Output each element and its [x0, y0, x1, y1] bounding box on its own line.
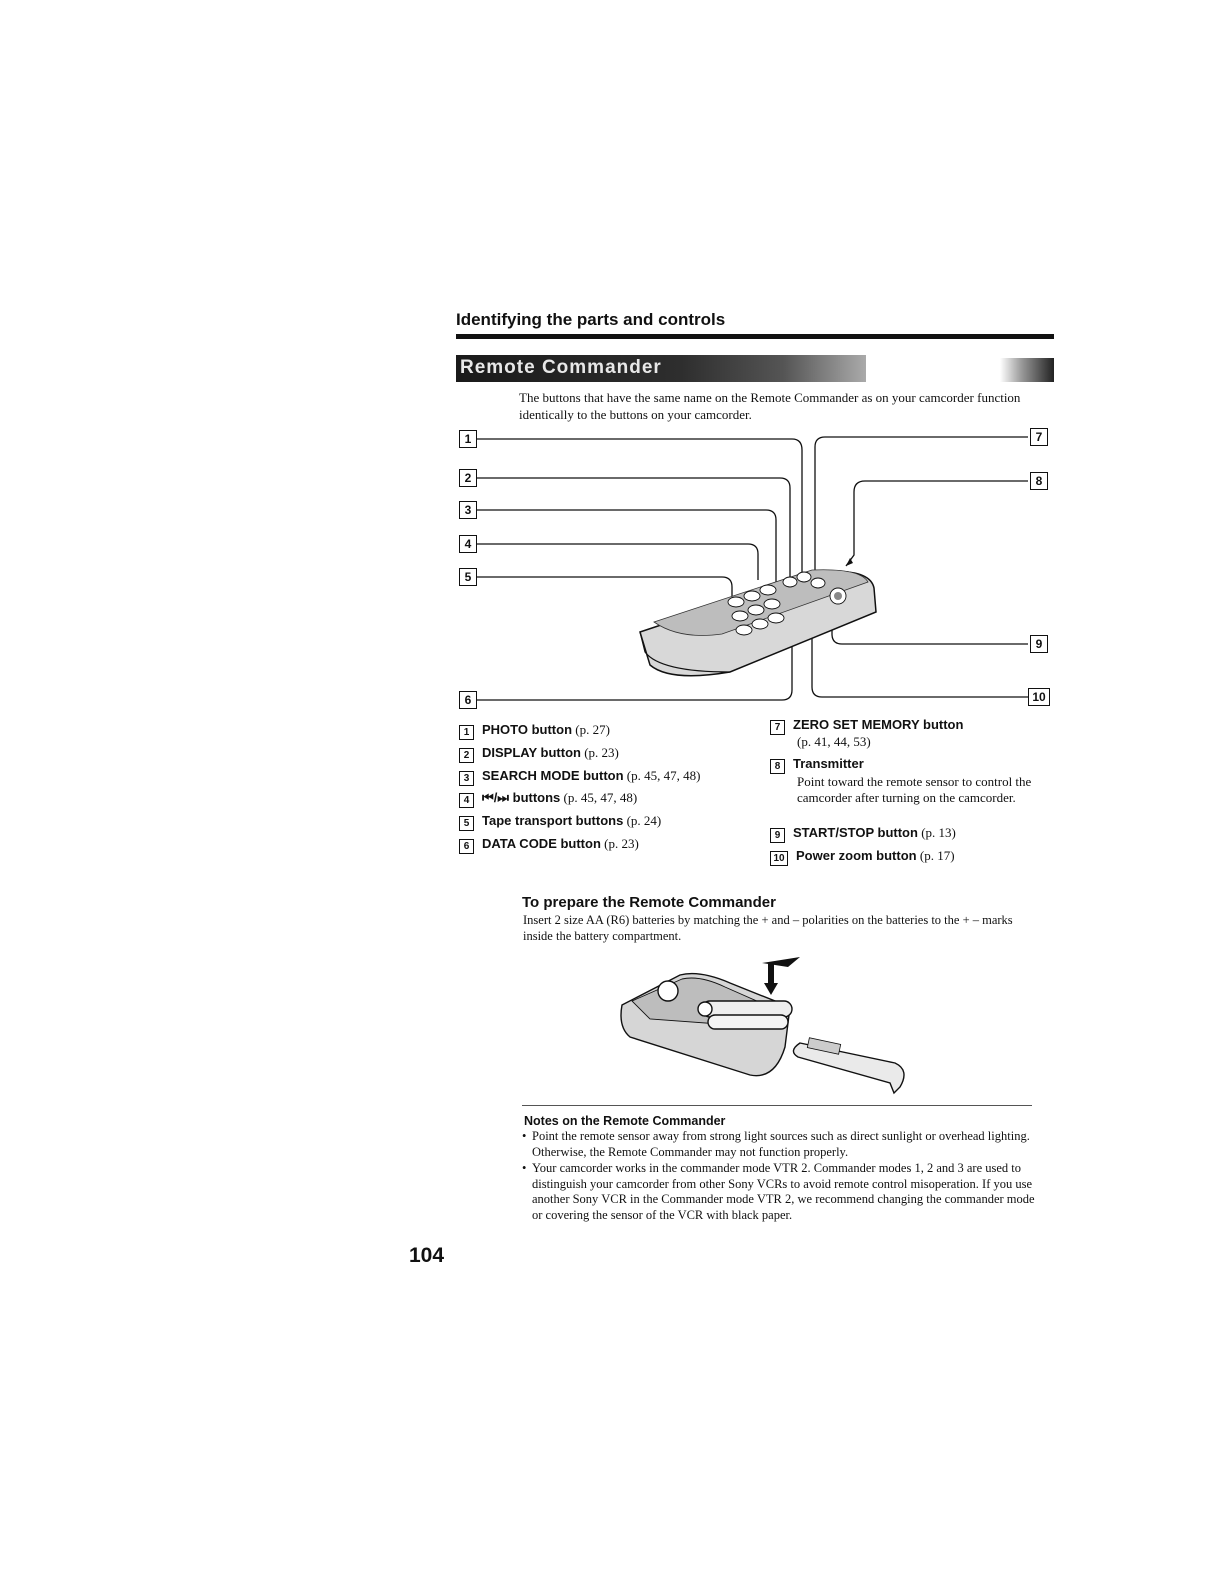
legend-label: START/STOP button — [793, 825, 918, 840]
callout-line-3 — [476, 510, 776, 588]
legend-item-2 — [459, 744, 619, 763]
legend-ref: (p. 41, 44, 53) — [797, 734, 871, 749]
legend-ref: (p. 24) — [626, 813, 662, 828]
diagram-marker-7: 7 — [1030, 428, 1048, 446]
callout-line-8 — [846, 481, 1028, 566]
legend-description: Point toward the remote sensor to control the camcorder after turning on the camcorder. — [797, 774, 1032, 805]
legend-item-7 — [770, 716, 1050, 751]
transmitter-arrow-icon — [846, 558, 853, 566]
legend-marker: 5 — [459, 816, 474, 831]
legend-item-9 — [770, 824, 956, 843]
legend-label: DISPLAY button — [482, 745, 581, 760]
legend-label: Power zoom button — [796, 848, 917, 863]
diagram-marker-4: 4 — [459, 535, 477, 553]
battery-insertion-illustration — [610, 955, 920, 1100]
intro-text: The buttons that have the same name on the Remote Commander as on your camcorder function identically to the buttons on your camcorder. — [519, 390, 1021, 422]
legend-label: SEARCH MODE button — [482, 768, 624, 783]
legend-marker: 4 — [459, 793, 474, 808]
legend-ref: (p. 23) — [604, 836, 639, 851]
legend-marker: 6 — [459, 839, 474, 854]
bullet-icon: • — [522, 1161, 527, 1175]
insertion-arrow-icon — [762, 957, 800, 995]
legend-ref: (p. 13) — [921, 825, 956, 840]
note-item-2 — [522, 1161, 1042, 1223]
notes-heading: Notes on the Remote Commander — [524, 1114, 726, 1128]
legend-marker: 1 — [459, 725, 474, 740]
note-text: Point the remote sensor away from strong light sources such as direct sunlight or overhead lighting. Otherwise, the Remote Commander may not function properly. — [532, 1129, 1030, 1159]
legend-label: DATA CODE button — [482, 836, 601, 851]
legend-label: Transmitter — [793, 756, 864, 771]
legend-item-5 — [459, 812, 661, 831]
legend-marker: 7 — [770, 720, 785, 735]
prepare-heading: To prepare the Remote Commander — [522, 894, 776, 911]
callout-line-7 — [815, 437, 1028, 580]
banner-tail-decoration — [1000, 358, 1054, 382]
diagram-marker-9: 9 — [1030, 635, 1048, 653]
note-item-1 — [522, 1129, 1042, 1160]
legend-label: PHOTO button — [482, 722, 573, 737]
diagram-marker-1: 1 — [459, 430, 477, 448]
note-text: Your camcorder works in the commander mode VTR 2. Commander modes 1, 2 and 3 are used to distinguish your camcorder from other Sony VCRs to avoid remote control misoperation. If you use another Sony VCR in the Commander mode VTR 2, we recommend changing the commander mode or covering the sensor of the VCR with black paper. — [532, 1161, 1035, 1222]
bullet-icon: • — [522, 1129, 527, 1143]
legend-item-6 — [459, 835, 639, 854]
diagram-marker-5: 5 — [459, 568, 477, 586]
remote-commander-diagram — [440, 420, 1060, 720]
legend-ref: (p. 45, 47, 48) — [563, 790, 638, 805]
remote-commander-illustration — [640, 570, 876, 676]
legend-label: ⏮/⏭ buttons — [482, 790, 561, 805]
legend-ref: (p. 23) — [584, 745, 619, 760]
page-number: 104 — [409, 1244, 445, 1267]
legend-item-3 — [459, 767, 700, 786]
diagram-marker-6: 6 — [459, 691, 477, 709]
legend-item-8 — [770, 756, 1050, 806]
legend-item-4 — [459, 789, 637, 808]
callout-line-5 — [476, 577, 732, 598]
legend-label: Tape transport buttons — [482, 813, 624, 828]
legend-marker: 10 — [770, 851, 788, 866]
legend-marker: 8 — [770, 759, 785, 774]
legend-ref: (p. 45, 47, 48) — [626, 768, 701, 783]
diagram-marker-8: 8 — [1030, 472, 1048, 490]
banner-title: Remote Commander — [460, 357, 662, 378]
callout-line-4 — [476, 544, 758, 580]
legend-marker: 9 — [770, 828, 785, 843]
prepare-text: Insert 2 size AA (R6) batteries by matching the + and – polarities on the batteries to the + – marks inside the battery compartment. — [523, 913, 1013, 943]
legend-item-1 — [459, 721, 610, 740]
legend-marker: 3 — [459, 771, 474, 786]
diagram-marker-3: 3 — [459, 501, 477, 519]
legend-item-10 — [770, 847, 955, 866]
legend-label: ZERO SET MEMORY button — [793, 717, 964, 732]
legend-marker: 2 — [459, 748, 474, 763]
notes-rule — [522, 1105, 1032, 1106]
legend-ref: (p. 27) — [575, 722, 610, 737]
diagram-marker-10: 10 — [1028, 688, 1050, 706]
section-heading: Identifying the parts and controls — [456, 310, 726, 329]
heading-rule — [456, 334, 1054, 339]
diagram-marker-2: 2 — [459, 469, 477, 487]
legend-ref: (p. 17) — [919, 848, 955, 863]
